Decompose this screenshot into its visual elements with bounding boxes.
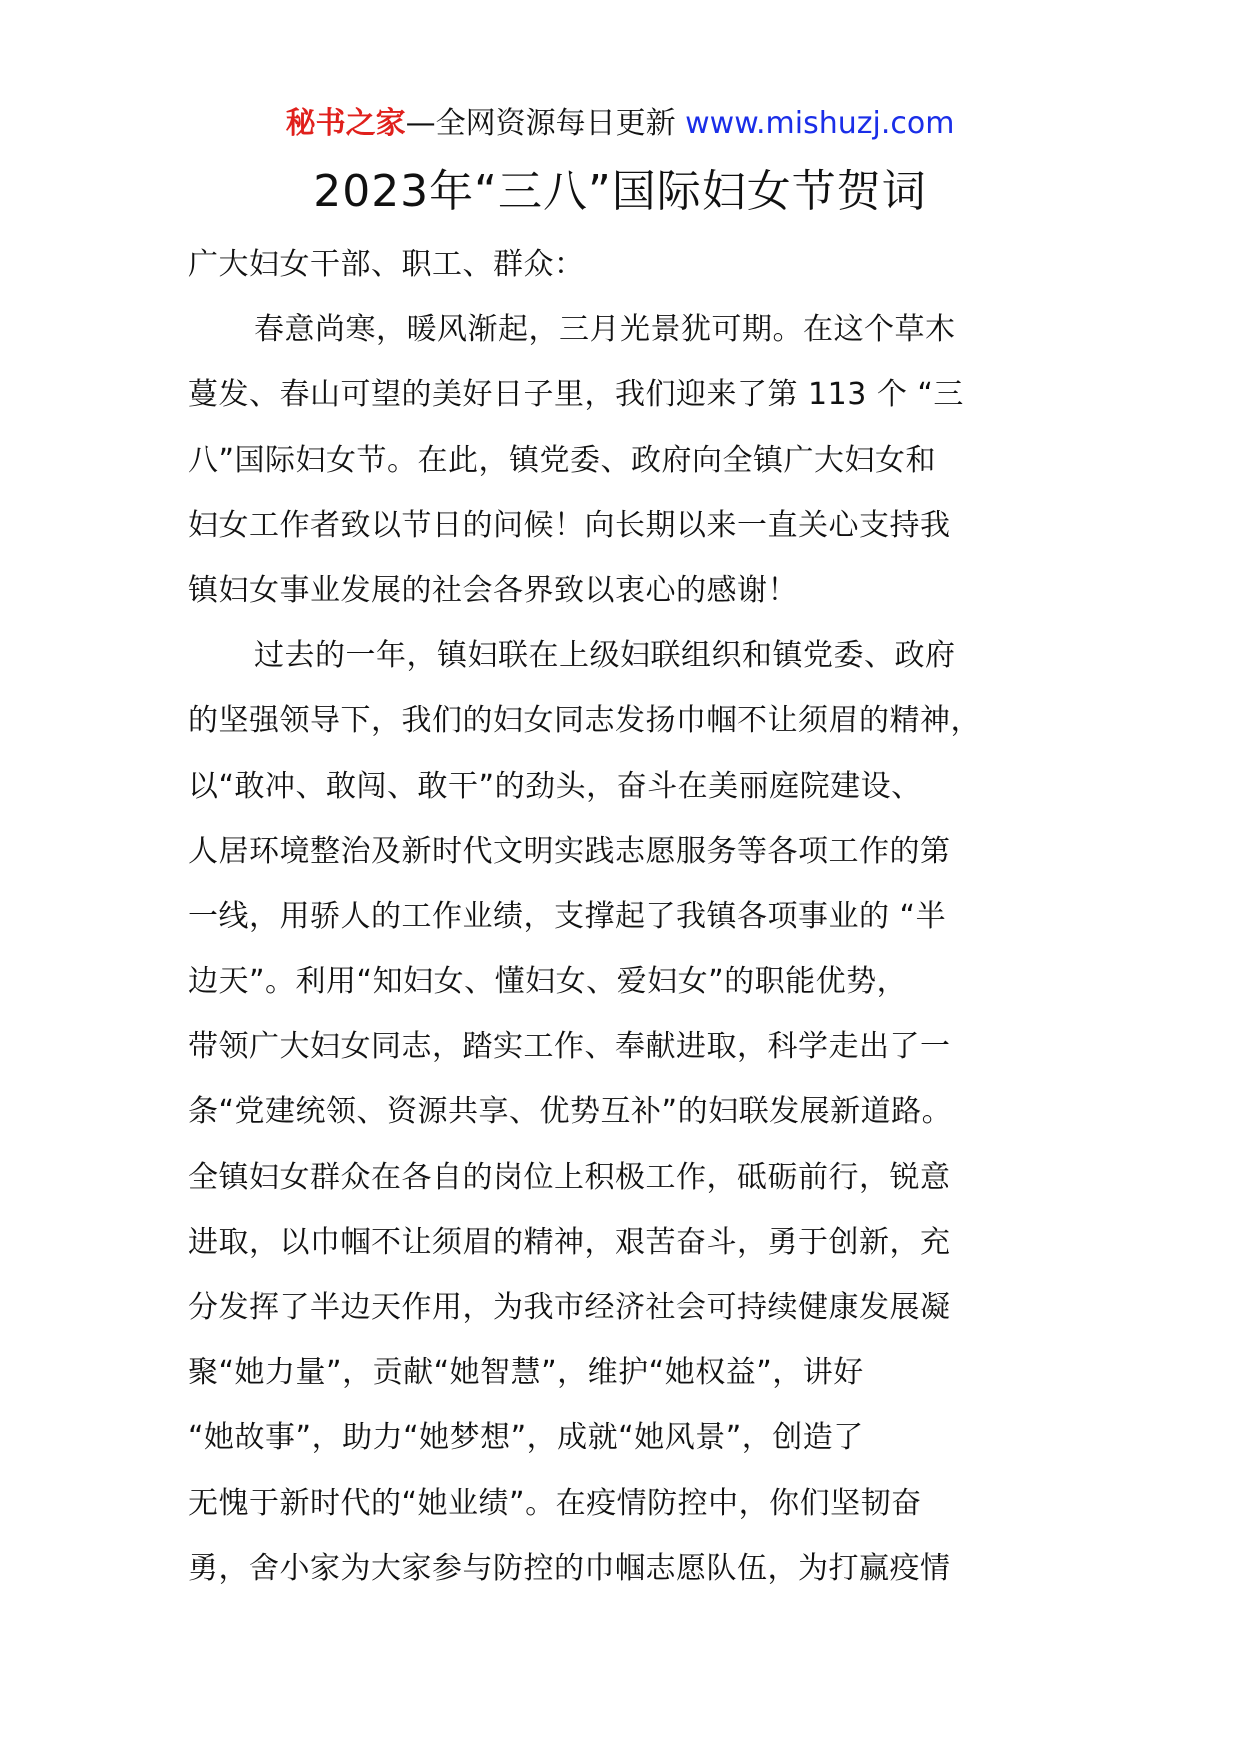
body-text-line: 带领广大妇女同志，踏实工作、奉献进取，科学走出了一: [188, 1029, 951, 1065]
body-text-line: 八”国际妇女节。在此，镇党委、政府向全镇广大妇女和: [188, 442, 937, 478]
body-text-line: 勇，舍小家为大家参与防控的巾帼志愿队伍，为打赢疫情: [188, 1550, 951, 1586]
site-header: [0, 102, 1240, 146]
body-text-line: 镇妇女事业发展的社会各界致以衷心的感谢！: [188, 572, 798, 608]
body-text-line: 一线，用骄人的工作业绩，支撑起了我镇各项事业的 “半: [188, 898, 947, 934]
body-text-line: 春意尚寒，暖风渐起，三月光景犹可期。在这个草木: [254, 312, 956, 348]
body-text-line: 以“敢冲、敢闯、敢干”的劲头，奋斗在美丽庭院建设、: [188, 768, 922, 804]
document-body: [188, 232, 1068, 1601]
body-text-line: “她故事”，助力“她梦想”，成就“她风景”，创造了: [188, 1420, 864, 1456]
body-text-line: 无愧于新时代的“她业绩”。在疫情防控中，你们坚韧奋: [188, 1485, 922, 1521]
body-text-line: 人居环境整治及新时代文明实践志愿服务等各项工作的第: [188, 833, 951, 869]
site-brand: 秘书之家: [285, 106, 406, 141]
body-text-line: 过去的一年，镇妇联在上级妇联组织和镇党委、政府: [254, 638, 956, 674]
body-text-line: 边天”。利用“知妇女、懂妇女、爱妇女”的职能优势，: [188, 964, 908, 1000]
body-text-line: 聚“她力量”，贡献“她智慧”，维护“她权益”，讲好: [188, 1355, 864, 1391]
body-text-line: 条“党建统领、资源共享、优势互补”的妇联发展新道路。: [188, 1094, 953, 1130]
body-text-line: 全镇妇女群众在各自的岗位上积极工作，砥砺前行，锐意: [188, 1159, 951, 1195]
site-url-link[interactable]: www.mishuzj.com: [685, 106, 955, 141]
body-text-line: 分发挥了半边天作用，为我市经济社会可持续健康发展凝: [188, 1290, 951, 1325]
body-text-line: 蔓发、春山可望的美好日子里，我们迎来了第 113 个 “三: [188, 377, 964, 413]
body-text-line: 的坚强领导下，我们的妇女同志发扬巾帼不让须眉的精神，: [188, 703, 981, 739]
document-title: 2023年“三八”国际妇女节贺词: [313, 166, 927, 217]
body-text-line: 进取，以巾帼不让须眉的精神，艰苦奋斗，勇于创新，充: [188, 1224, 951, 1260]
body-text-line: 广大妇女干部、职工、群众：: [188, 247, 585, 282]
body-text-line: 妇女工作者致以节日的问候！向长期以来一直关心支持我: [188, 507, 951, 543]
site-tagline: —全网资源每日更新: [405, 106, 686, 141]
